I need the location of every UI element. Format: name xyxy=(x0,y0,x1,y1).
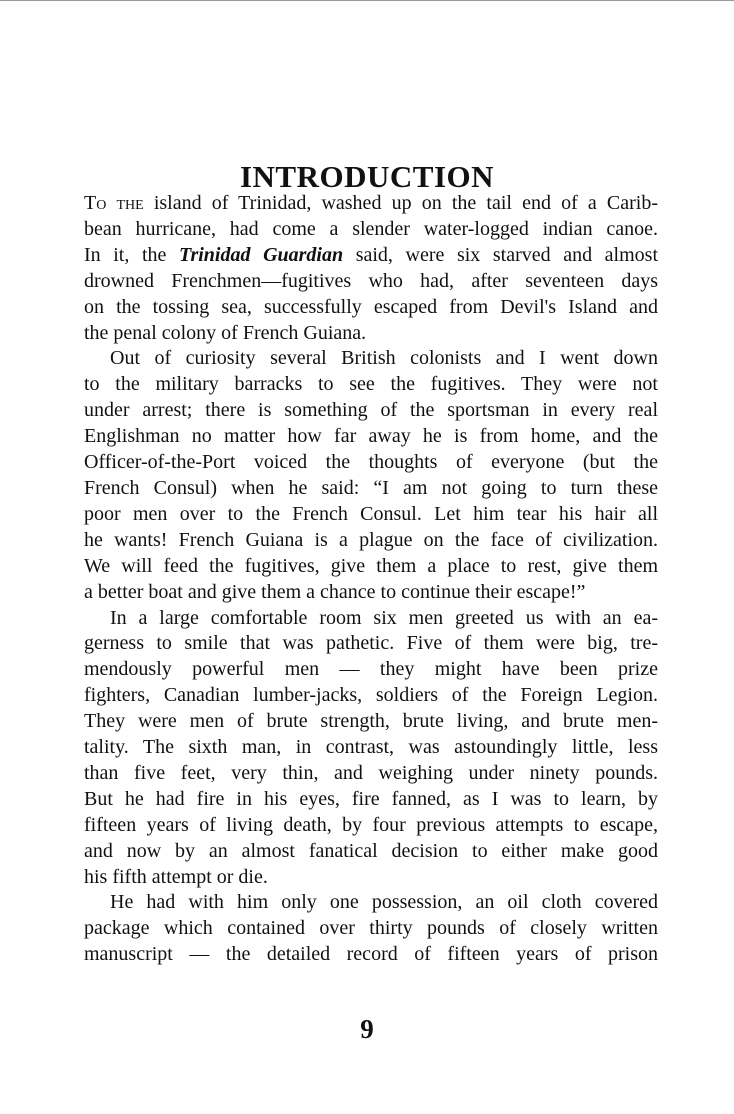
text-line: mendously powerful men — they might have been prize xyxy=(84,658,658,681)
newspaper-name: Trinidad Guardian xyxy=(178,243,344,266)
text-line: French Consul) when he said: “I am not going to turn these xyxy=(84,476,658,499)
opening-smallcaps: To the xyxy=(84,192,144,214)
text-line: We will feed the fugitives, give them a place to rest, give them xyxy=(84,554,658,577)
text-line: In it, the Trinidad Guardian said, were six starved and almost xyxy=(84,243,659,266)
text-line: poor men over to the French Consul. Let him tear his hair all xyxy=(84,502,658,525)
text-line: Out of curiosity several British colonists and I went down xyxy=(110,347,658,370)
text-line: gerness to smile that was pathetic. Five of them were big, tre- xyxy=(84,632,658,655)
text-line: a better boat and give them a chance to continue their escape!” xyxy=(84,580,586,603)
page-number: 9 xyxy=(360,1014,374,1044)
text-line: and now by an almost fanatical decision to either make good xyxy=(84,839,658,862)
text-line: Englishman no matter how far away he is from home, and the xyxy=(84,425,658,448)
text-line: fifteen years of living death, by four previous attempts to escape, xyxy=(84,813,658,836)
paragraph-2 xyxy=(84,346,658,605)
text-line: They were men of brute strength, brute living, and brute men- xyxy=(84,710,658,733)
text-line: bean hurricane, had come a slender water-logged indian canoe. xyxy=(84,217,658,240)
paragraph-4 xyxy=(84,890,658,968)
body-text xyxy=(84,191,658,968)
text-line: to the military barracks to see the fugitives. They were not xyxy=(84,373,658,396)
page-title: INTRODUCTION xyxy=(239,158,495,194)
text-line: than five feet, very thin, and weighing under ninety pounds. xyxy=(84,761,658,784)
text-line: In a large comfortable room six men greeted us with an ea- xyxy=(110,606,658,629)
text-line: He had with him only one possession, an oil cloth covered xyxy=(110,891,658,914)
text-line: fighters, Canadian lumber-jacks, soldiers of the Foreign Legion. xyxy=(84,684,658,707)
text-line: drowned Frenchmen—fugitives who had, after seventeen days xyxy=(84,269,658,292)
paragraph-3 xyxy=(84,606,658,891)
text-line: manuscript — the detailed record of fifteen years of prison xyxy=(84,943,658,966)
text-line: tality. The sixth man, in contrast, was astoundingly little, less xyxy=(84,736,658,759)
text-line: the penal colony of French Guiana. xyxy=(84,321,367,344)
paragraph-1 xyxy=(84,191,658,346)
top-edge-rule xyxy=(0,0,734,1)
text-line: on the tossing sea, successfully escaped from Devil's Island and xyxy=(84,295,658,318)
text-line: Officer-of-the-Port voiced the thoughts of everyone (but the xyxy=(84,451,658,474)
text-line: But he had fire in his eyes, fire fanned, as I was to learn, by xyxy=(84,787,658,810)
text-line: his fifth attempt or die. xyxy=(84,865,268,888)
text-line: To the island of Trinidad, washed up on the tail end of a Carib- xyxy=(84,192,658,214)
text-line: he wants! French Guiana is a plague on the face of civilization. xyxy=(84,528,658,551)
text-line: package which contained over thirty pounds of closely written xyxy=(84,917,658,940)
text-line: under arrest; there is something of the sportsman in every real xyxy=(84,399,658,422)
